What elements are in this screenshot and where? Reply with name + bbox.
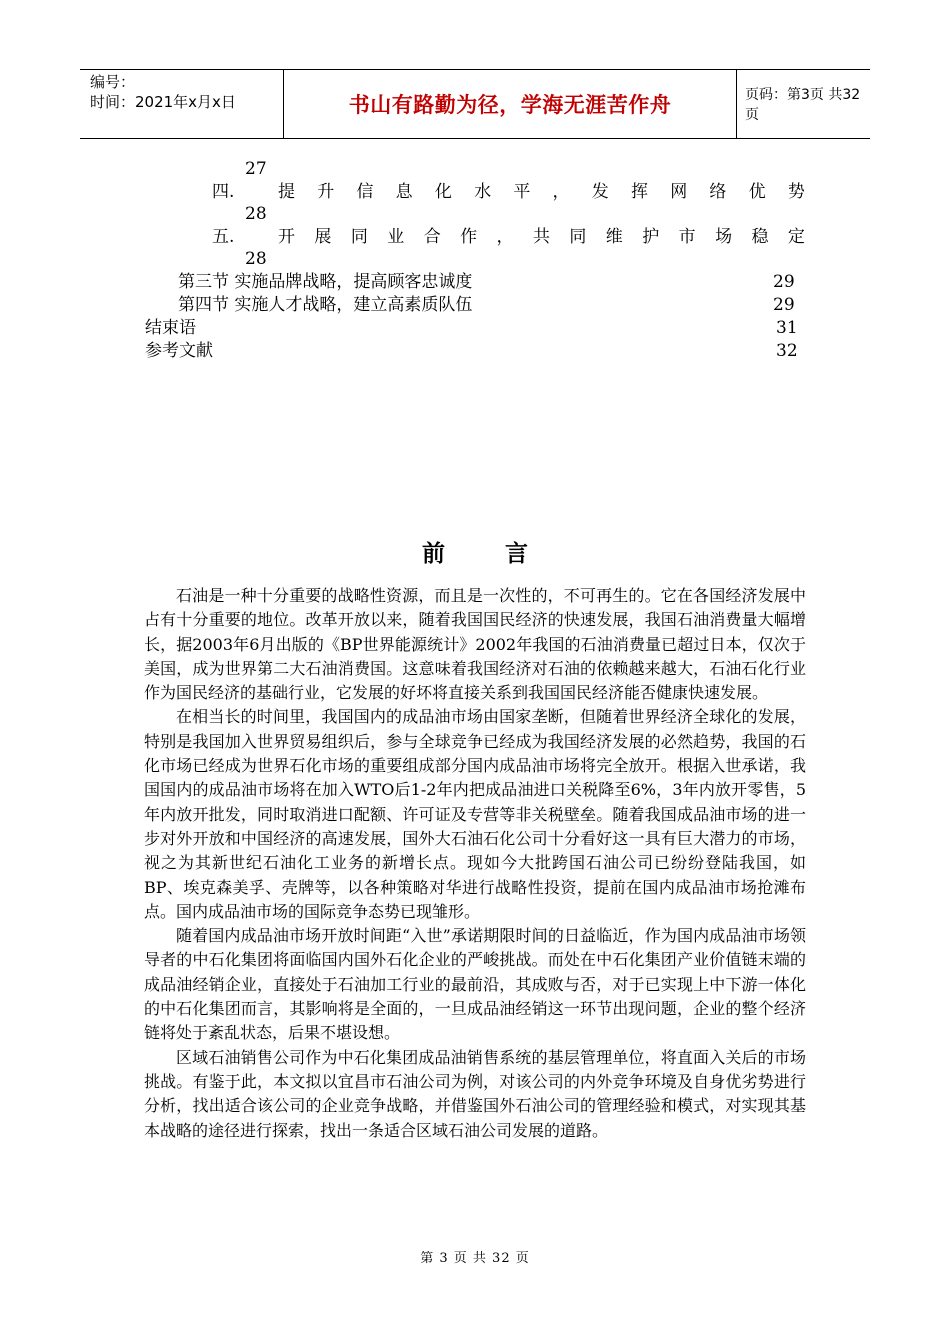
foreword-paragraph: 石油是一种十分重要的战略性资源，而且是一次性的，不可再生的。它在各国经济发展中占有十分重要的地位。改革开放以来，随着我国国民经济的快速发展，我国石油消费量大幅增长，据2003年6月出版的《BP世界能源统计》2002年我国的石油消费量已超过日本，仅次于美国，成为世界第二大石油消费国。这意味着我国经济对石油的依赖越来越大，石油石化行业作为国民经济的基础行业，它发展的好坏将直接关系到我国国民经济能否健康快速发展。: [144, 586, 806, 703]
toc-section-3-page: 29: [773, 272, 795, 292]
toc-item-4-char: 网: [670, 182, 688, 202]
toc-item-5-char: 共: [532, 227, 550, 247]
toc-conclusion-page: 31: [776, 318, 798, 338]
toc-item-4-char: ，: [552, 182, 570, 202]
foreword-paragraph: 在相当长的时间里，我国国内的成品油市场由国家垄断，但随着世界经济全球化的发展，特别是我国加入世界贸易组织后，参与全球竞争已经成为我国经济发展的必然趋势，我国的石化市场已经成为世界石化市场的重要组成部分国内成品油市场将完全放开。根据入世承诺，我国国内的成品油市场将在加入WTO后1-2年内把成品油进口关税降至6%，3年内放开零售，5年内放开批发，同时取消进口配额、许可证及专营等非关税壁垒。随着我国成品油市场的进一步对外开放和中国经济的高速发展，国外大石油石化公司十分看好这一具有巨大潜力的市场，视之为其新世纪石油化工业务的新增长点。现如今大批跨国石油公司已纷纷登陆我国，如BP、埃克森美孚、壳牌等，以各种策略对华进行战略性投资，提前在国内成品油市场抢滩布点。国内成品油市场的国际竞争态势已现雏形。: [144, 707, 806, 921]
toc-item-5-page: 28: [245, 249, 267, 269]
page-footer: 第 3 页 共 32 页: [420, 1251, 530, 1266]
toc-item-4-char: 升: [317, 182, 335, 202]
document-number-label: 编号：: [90, 73, 136, 91]
toc-item-4-char: 发: [591, 182, 609, 202]
toc-item-5-char: 同: [350, 227, 368, 247]
header-slogan: 书山有路勤为径，学海无涯苦作舟: [348, 93, 672, 117]
toc-item-5-char: 同: [569, 227, 587, 247]
foreword-body: [144, 584, 806, 1143]
toc-item-4-char: 水: [474, 182, 492, 202]
toc-item-4-char: 息: [395, 182, 413, 202]
toc-item-4-char: 提: [278, 182, 295, 202]
toc-item-5-char: 场: [715, 227, 733, 247]
toc-item-4-char: 络: [709, 182, 727, 202]
toc-item-4-title: [278, 181, 805, 203]
toc-item-5-char: 市: [678, 227, 696, 247]
toc-item-5-char: 开: [278, 227, 295, 247]
document-date: 时间：2021年x月x日: [90, 93, 236, 111]
toc-item-5-char: 定: [787, 227, 805, 247]
foreword-paragraph: 随着国内成品油市场开放时间距“入世”承诺期限时间的日益临近，作为国内成品油市场领导者的中石化集团将面临国内国外石化企业的严峻挑战。而处在中石化集团产业价值链末端的成品油经销企业，直接处于石油加工行业的最前沿，其成败与否，对于已实现上中下游一体化的中石化集团而言，其影响将是全面的，一旦成品油经销这一环节出现问题，企业的整个经济链将处于紊乱状态，后果不堪设想。: [144, 926, 806, 1043]
toc-item-5-char: 业: [387, 227, 405, 247]
toc-item-4-char: 势: [787, 182, 805, 202]
toc-item-4-char: 平: [513, 182, 531, 202]
toc-item-4-char: 化: [434, 182, 452, 202]
header-meta-cell: [80, 70, 284, 138]
toc-item-5-title: [278, 226, 805, 248]
toc-item-5-char: 作: [460, 227, 478, 247]
toc-section-3-title: 第三节 实施品牌战略，提高顾客忠诚度: [178, 272, 473, 292]
toc-item-5-char: 展: [314, 227, 332, 247]
toc-item-4-page: 28: [245, 204, 267, 224]
header-slogan-cell: [284, 70, 737, 138]
toc-item-4-label: 四.: [212, 182, 235, 202]
toc-item-5-char: 稳: [751, 227, 769, 247]
toc-item-5-char: 护: [642, 227, 660, 247]
toc-item-5-char: ，: [496, 227, 514, 247]
toc-prev-page-number: 27: [245, 159, 267, 179]
header-page-cell: [737, 70, 870, 138]
header-page-info: 页码：第3页 共32页: [745, 87, 861, 123]
page-header: [80, 69, 870, 139]
toc-section-4-page: 29: [773, 295, 795, 315]
toc-item-4-char: 优: [748, 182, 766, 202]
toc-references-page: 32: [776, 341, 798, 361]
toc-item-5-label: 五.: [212, 227, 235, 247]
toc-item-5-char: 维: [605, 227, 623, 247]
foreword-paragraph: 区域石油销售公司作为中石化集团成品油销售系统的基层管理单位，将直面入关后的市场挑战。有鉴于此，本文拟以宜昌市石油公司为例，对该公司的内外竞争环境及自身优劣势进行分析，找出适合该公司的企业竞争战略，并借鉴国外石油公司的管理经验和模式，对实现其基本战略的途径进行探索，找出一条适合区域石油公司发展的道路。: [144, 1047, 806, 1140]
toc-section-4-title: 第四节 实施人才战略，建立高素质队伍: [178, 295, 473, 315]
toc-references-title: 参考文献: [145, 341, 213, 361]
toc-conclusion-title: 结束语: [145, 318, 196, 338]
foreword-title: 前言: [422, 541, 588, 567]
toc-item-4-char: 信: [356, 182, 374, 202]
toc-item-5-char: 合: [423, 227, 441, 247]
toc-item-4-char: 挥: [630, 182, 648, 202]
